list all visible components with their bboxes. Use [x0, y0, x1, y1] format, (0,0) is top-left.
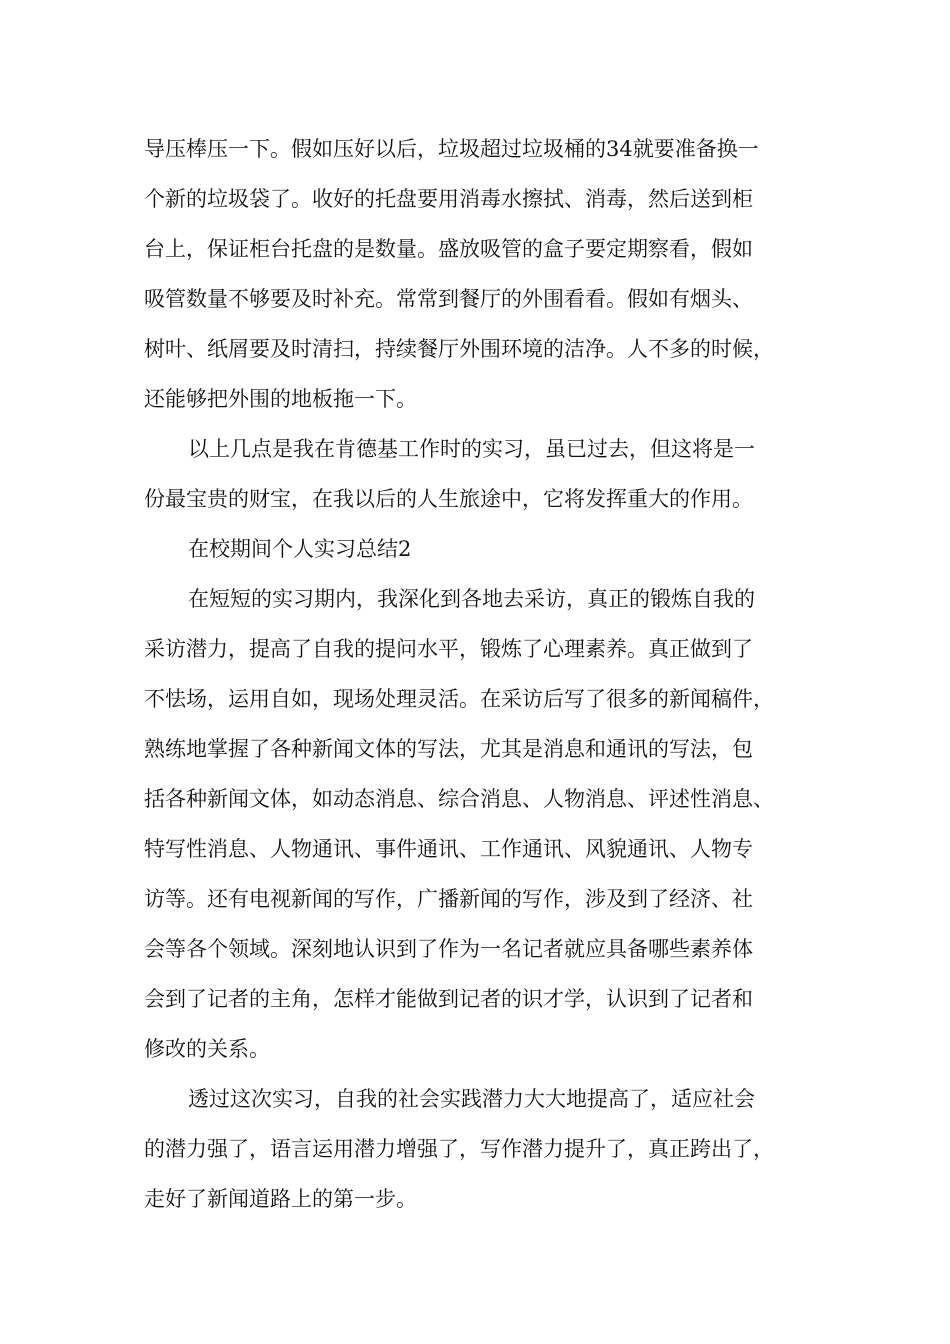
text-line: 会等各个领域。深刻地认识到了作为一名记者就应具备哪些素养体	[144, 937, 753, 961]
text-line: 的潜力强了，语言运用潜力增强了，写作潜力提升了，真正跨出了，	[144, 1137, 774, 1161]
text-line: 份最宝贵的财宝，在我以后的人生旅途中，它将发挥重大的作用。	[144, 487, 753, 511]
text-line: 会到了记者的主角，怎样才能做到记者的识才学，认识到了记者和	[144, 987, 753, 1011]
paragraph-start-line: 以上几点是我在肯德基工作时的实习，虽已过去，但这将是一	[188, 437, 755, 461]
paragraph-start-line: 在短短的实习期内，我深化到各地去采访，真正的锻炼自我的	[188, 587, 755, 611]
text-line: 熟练地掌握了各种新闻文体的写法，尤其是消息和通讯的写法，包	[144, 737, 753, 761]
text-line: 导压棒压一下。假如压好以后，垃圾超过垃圾桶的34就要准备换一	[144, 137, 759, 161]
text-line: 括各种新闻文体，如动态消息、综合消息、人物消息、评述性消息、	[144, 787, 774, 811]
document-body	[144, 124, 824, 1224]
text-line: 不怯场，运用自如，现场处理灵活。在采访后写了很多的新闻稿件，	[144, 687, 774, 711]
text-line: 访等。还有电视新闻的写作，广播新闻的写作，涉及到了经济、社	[144, 887, 753, 911]
paragraph-start-line: 透过这次实习，自我的社会实践潜力大大地提高了，适应社会	[188, 1087, 755, 1111]
text-line: 还能够把外围的地板拖一下。	[144, 387, 417, 411]
text-line: 修改的关系。	[144, 1037, 270, 1061]
text-line: 采访潜力，提高了自我的提问水平，锻炼了心理素养。真正做到了	[144, 637, 753, 661]
text-line: 台上，保证柜台托盘的是数量。盛放吸管的盒子要定期察看，假如	[144, 237, 753, 261]
text-line: 树叶、纸屑要及时清扫，持续餐厅外围环境的洁净。人不多的时候，	[144, 337, 774, 361]
text-line: 特写性消息、人物通讯、事件通讯、工作通讯、风貌通讯、人物专	[144, 837, 753, 861]
text-line: 走好了新闻道路上的第一步。	[144, 1187, 417, 1211]
section-heading: 在校期间个人实习总结2	[188, 537, 412, 561]
text-line: 吸管数量不够要及时补充。常常到餐厅的外围看看。假如有烟头、	[144, 287, 753, 311]
text-line: 个新的垃圾袋了。收好的托盘要用消毒水擦拭、消毒，然后送到柜	[144, 187, 753, 211]
